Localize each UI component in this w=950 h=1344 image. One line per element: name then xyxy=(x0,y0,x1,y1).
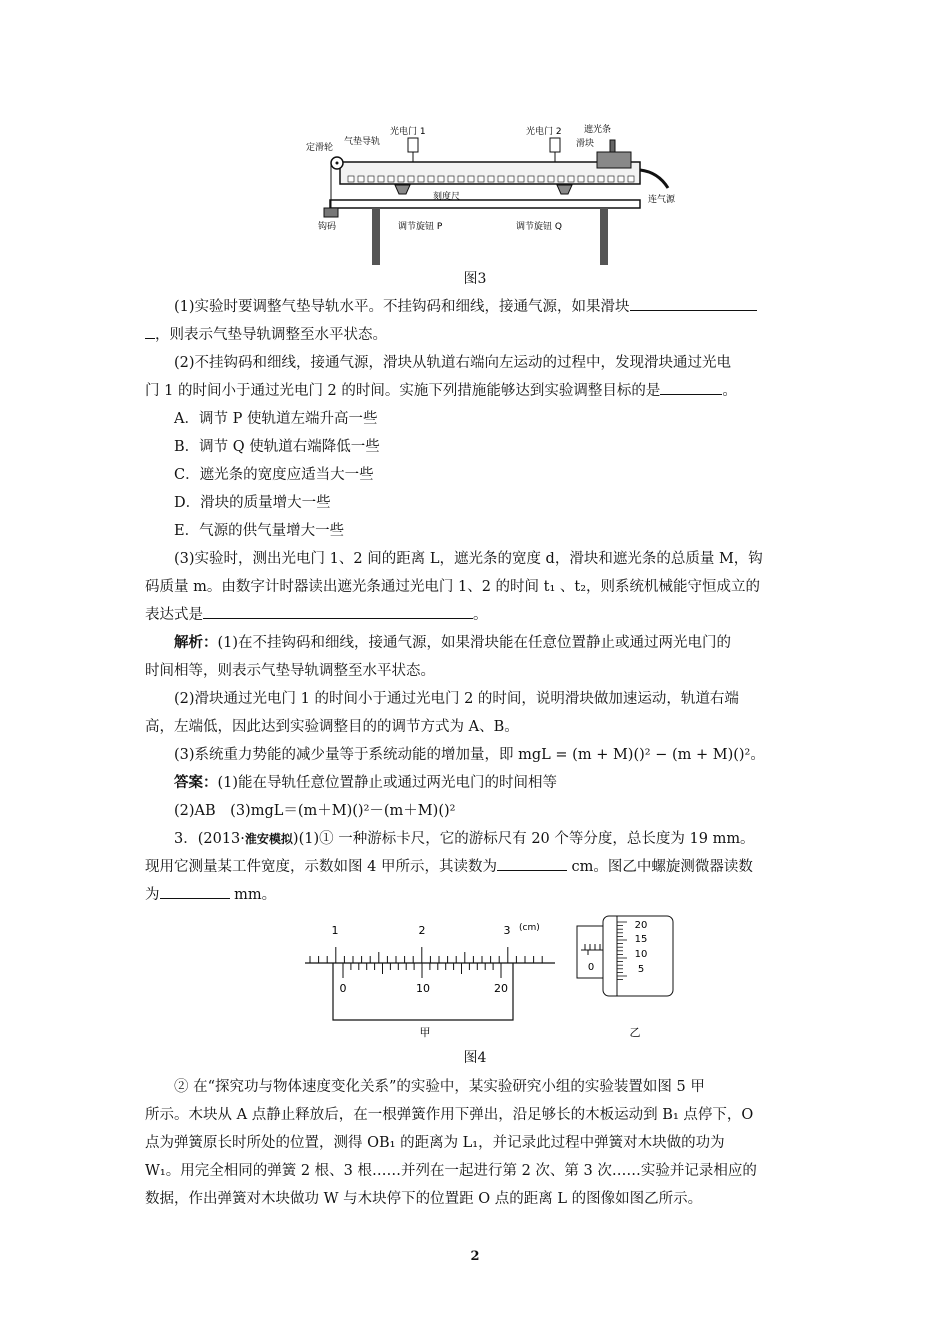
air-hose xyxy=(640,170,668,188)
label-gate-2: 光电门 2 xyxy=(526,127,562,137)
figure-4-instruments xyxy=(305,912,685,1042)
table-leg xyxy=(372,208,380,265)
question-3-cont: 码质量 m。由数字计时器读出遮光条通过光电门 1、2 的时间 t₁ 、t₂，则系统机械能守恒成立的 xyxy=(145,579,761,595)
option-d: D．滑块的质量增大一些 xyxy=(174,495,331,511)
track-hole xyxy=(488,176,494,182)
track-hole xyxy=(428,176,434,182)
track-hole xyxy=(458,176,464,182)
label-slider: 滑块 xyxy=(576,139,595,149)
option-c: C．遮光条的宽度应适当大一些 xyxy=(174,467,374,483)
main-tick-label: 1 xyxy=(331,924,339,937)
question-3: (3)实验时，测出光电门 1、2 间的距离 L，遮光条的宽度 d，滑块和遮光条的总质量 M，钩 xyxy=(174,551,763,567)
track-hole xyxy=(608,176,614,182)
figure-3-caption: 图3 xyxy=(463,271,487,287)
answer-blank xyxy=(145,322,155,339)
question-5-l4: W₁。用完全相同的弹簧 2 根、3 根……并列在一起进行第 2 次、第 3 次……实验并记录相应的 xyxy=(145,1163,757,1179)
track-hole xyxy=(588,176,594,182)
slider-block xyxy=(597,152,631,168)
vernier-tick-label: 20 xyxy=(494,982,508,995)
figure-4-caption: 图4 xyxy=(463,1050,487,1066)
label-knob-q: 调节旋钮 Q xyxy=(516,222,562,232)
answer-blank xyxy=(630,294,757,311)
analysis-2: (2)滑块通过光电门 1 的时间小于通过光电门 2 的时间，说明滑块做加速运动，轨道右端 xyxy=(174,691,739,707)
hook-weight xyxy=(324,208,338,217)
answer-blank xyxy=(160,882,230,899)
track-hole xyxy=(528,176,534,182)
answer-blank xyxy=(497,854,567,871)
track-hole xyxy=(548,176,554,182)
table-leg xyxy=(600,208,608,265)
unit-label: (cm) xyxy=(519,923,540,933)
question-3-cont2: 表达式是 。 xyxy=(145,601,807,629)
option-e: E．气源的供气量增大一些 xyxy=(174,523,345,539)
label-pulley: 定滑轮 xyxy=(306,143,334,153)
thimble-label: 10 xyxy=(634,949,648,960)
label-gate-1: 光电门 1 xyxy=(390,127,426,137)
question-2: (2)不挂钩码和细线，接通气源，滑块从轨道右端向左运动的过程中，发现滑块通过光电 xyxy=(174,355,732,371)
track-hole xyxy=(378,176,384,182)
question-2-cont: 门 1 的时间小于通过光电门 2 的时间。实施下列措施能够达到实验调整目标的是 。 xyxy=(145,377,807,405)
label-jia: 甲 xyxy=(419,1026,431,1039)
answer-blank xyxy=(203,602,473,619)
knob-q xyxy=(557,185,572,194)
track-hole xyxy=(598,176,604,182)
page-number: 2 xyxy=(470,1249,480,1264)
track-hole xyxy=(448,176,454,182)
label-weight: 钩码 xyxy=(318,222,337,232)
knob-p xyxy=(395,185,410,194)
thimble-label: 20 xyxy=(634,920,648,931)
vernier-tick-label: 10 xyxy=(416,982,430,995)
label-yi: 乙 xyxy=(629,1026,641,1039)
question-3b: 3．(2013·淮安模拟)(1)① 一种游标卡尺，它的游标尺有 20 个等分度，总长度为 19 mm。 xyxy=(174,831,755,847)
track-hole xyxy=(438,176,444,182)
track-hole xyxy=(578,176,584,182)
track-hole xyxy=(418,176,424,182)
option-a: A．调节 P 使轨道左端升高一些 xyxy=(174,411,378,427)
answer-1: 答案：(1)能在导轨任意位置静止或通过两光电门的时间相等 xyxy=(174,774,558,791)
table-top xyxy=(330,200,640,208)
main-scale-ticks xyxy=(310,947,542,963)
vernier-ticks xyxy=(343,963,501,978)
answer-blank xyxy=(660,378,722,395)
label-ruler: 刻度尺 xyxy=(433,192,461,202)
label-knob-p: 调节旋钮 P xyxy=(398,222,443,232)
analysis-1-cont: 时间相等，则表示气垫导轨调整至水平状态。 xyxy=(145,663,435,679)
track-hole xyxy=(538,176,544,182)
label-air-source: 连气源 xyxy=(648,195,676,205)
track-hole xyxy=(348,176,354,182)
track-hole xyxy=(498,176,504,182)
photogate-2 xyxy=(550,138,560,152)
track-hole xyxy=(518,176,524,182)
question-3b-cont: 现用它测量某工件宽度，示数如图 4 甲所示，其读数为 cm。图乙中螺旋测微器读数 xyxy=(145,853,807,881)
thimble-label: 5 xyxy=(637,964,645,975)
analysis-1: 解析：(1)在不挂钩码和细线，接通气源，如果滑块能在任意位置静止或通过两光电门的 xyxy=(174,634,732,651)
track-hole xyxy=(478,176,484,182)
label-track: 气垫导轨 xyxy=(344,137,381,147)
track-holes xyxy=(348,176,634,182)
track-hole xyxy=(508,176,514,182)
answer-2: (2)AB (3)mgL＝(m＋M)()²－(m＋M)()² xyxy=(174,803,456,819)
main-tick-label: 2 xyxy=(418,924,426,937)
photogate-1 xyxy=(408,138,418,152)
shading-strip xyxy=(610,140,615,152)
analysis-2-cont: 高，左端低，因此达到实验调整目的的调节方式为 A、B。 xyxy=(145,719,519,735)
track-hole xyxy=(368,176,374,182)
main-tick-label: 3 xyxy=(503,924,511,937)
figure-3-air-track xyxy=(300,120,690,265)
option-b: B．调节 Q 使轨道右端降低一些 xyxy=(174,439,380,455)
question-1-cont: ，则表示气垫导轨调整至水平状态。 xyxy=(145,321,807,349)
question-5-l2: 所示。木块从 A 点静止释放后，在一根弹簧作用下弹出，沿足够长的木板运动到 B₁ 点停下，O xyxy=(145,1107,754,1123)
track-hole xyxy=(388,176,394,182)
track-hole xyxy=(468,176,474,182)
sleeve-zero: 0 xyxy=(587,962,595,973)
question-5: ② 在“探究功与物体速度变化关系”的实验中，某实验研究小组的实验装置如图 5 甲 xyxy=(174,1079,705,1095)
question-3b-cont2: 为 mm。 xyxy=(145,881,807,909)
track-hole xyxy=(568,176,574,182)
track-hole xyxy=(618,176,624,182)
track-hole xyxy=(628,176,634,182)
vernier-tick-label: 0 xyxy=(339,982,347,995)
label-strip: 遮光条 xyxy=(584,125,612,135)
track-hole xyxy=(358,176,364,182)
analysis-3: (3)系统重力势能的减少量等于系统动能的增加量，即 mgL = (m + M)()² − (m + M)()²。 xyxy=(174,747,765,763)
question-5-l5: 数据，作出弹簧对木块做功 W 与木块停下的位置距 O 点的距离 L 的图像如图乙所示。 xyxy=(145,1191,703,1207)
track-hole xyxy=(398,176,404,182)
track-hole xyxy=(558,176,564,182)
track-hole xyxy=(408,176,414,182)
question-1: (1)实验时要调整气垫导轨水平。不挂钩码和细线，接通气源，如果滑块 xyxy=(145,293,836,321)
thimble-label: 15 xyxy=(634,934,648,945)
question-5-l3: 点为弹簧原长时所处的位置，测得 OB₁ 的距离为 L₁，并记录此过程中弹簧对木块做的功为 xyxy=(145,1135,725,1151)
